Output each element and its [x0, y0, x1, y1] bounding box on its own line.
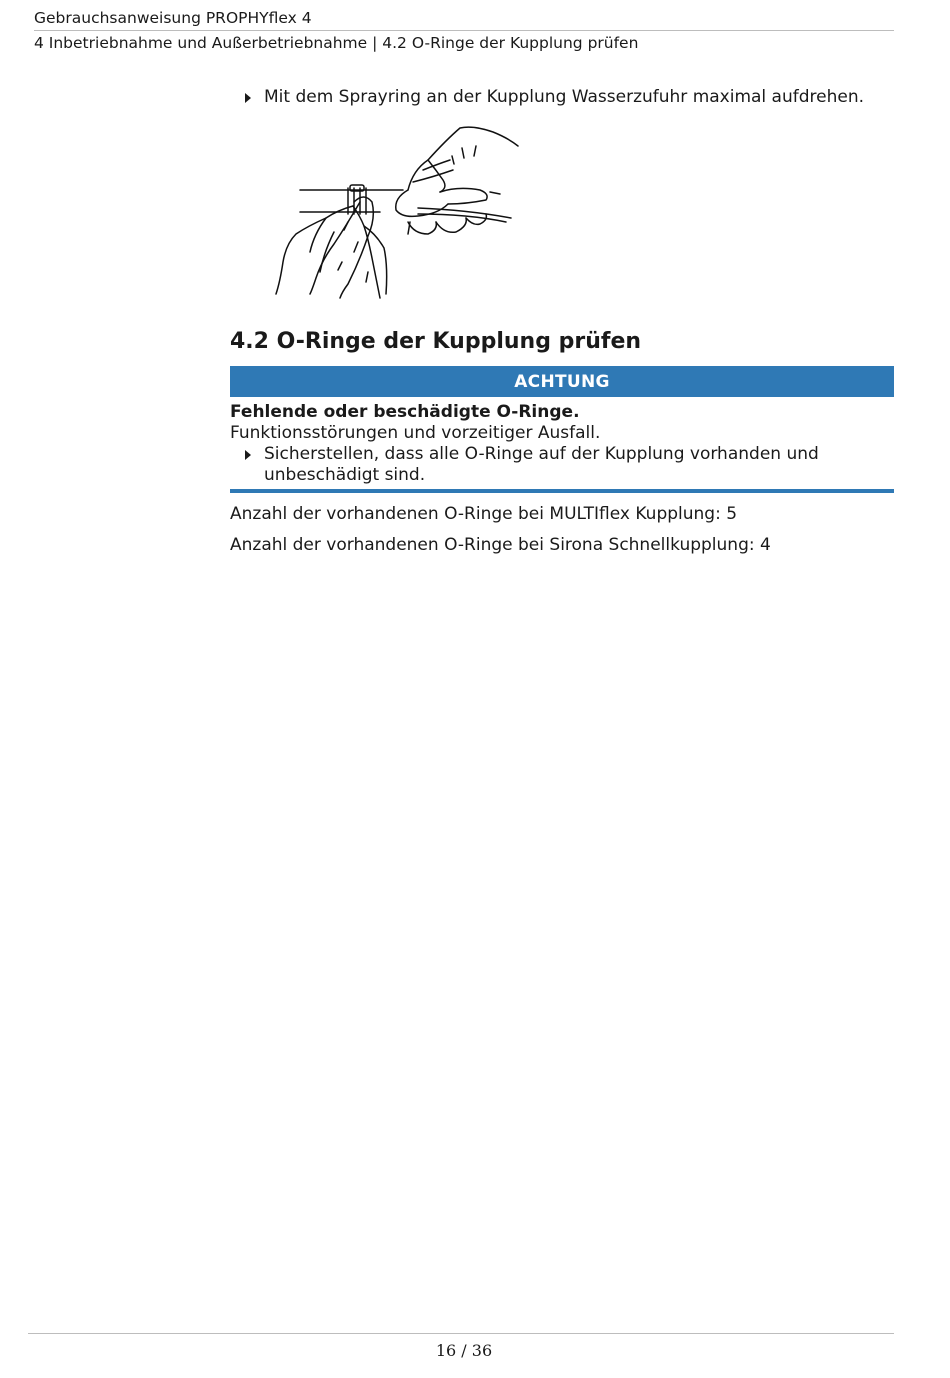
instruction-step [241, 87, 864, 108]
section-heading: 4.2 O-Ringe der Kupplung prüfen [230, 329, 642, 354]
header-divider [34, 30, 894, 31]
instruction-text: Mit dem Sprayring an der Kupplung Wasserzufuhr maximal aufdrehen. [264, 87, 865, 107]
breadcrumb: 4 Inbetriebnahme und Außerbetriebnahme | 4.2 O-Ringe der Kupplung prüfen [34, 34, 639, 52]
oring-count-sirona: Anzahl der vorhandenen O-Ringe bei Sirona Schnellkupplung: 4 [230, 535, 771, 555]
footer-divider [28, 1333, 894, 1334]
page-number: 16 / 36 [435, 1341, 493, 1360]
notice-consequence: Funktionsstörungen und vorzeitiger Ausfall. [230, 423, 601, 443]
notice-action-text: Sicherstellen, dass alle O-Ringe auf der Kupplung vorhanden und unbeschädigt sind. [264, 444, 819, 485]
document-title: Gebrauchsanweisung PROPHYflex 4 [34, 9, 312, 27]
notice-bottom-rule [230, 489, 894, 493]
notice-label: ACHTUNG [230, 366, 894, 397]
triangle-right-icon [245, 450, 251, 460]
coupling-hands-illustration [268, 122, 524, 300]
triangle-right-icon [245, 93, 251, 103]
notice-headline: Fehlende oder beschädigte O-Ringe. [230, 402, 580, 422]
oring-count-multiflex: Anzahl der vorhandenen O-Ringe bei MULTIflex Kupplung: 5 [230, 504, 738, 524]
notice-action-step [241, 444, 896, 486]
